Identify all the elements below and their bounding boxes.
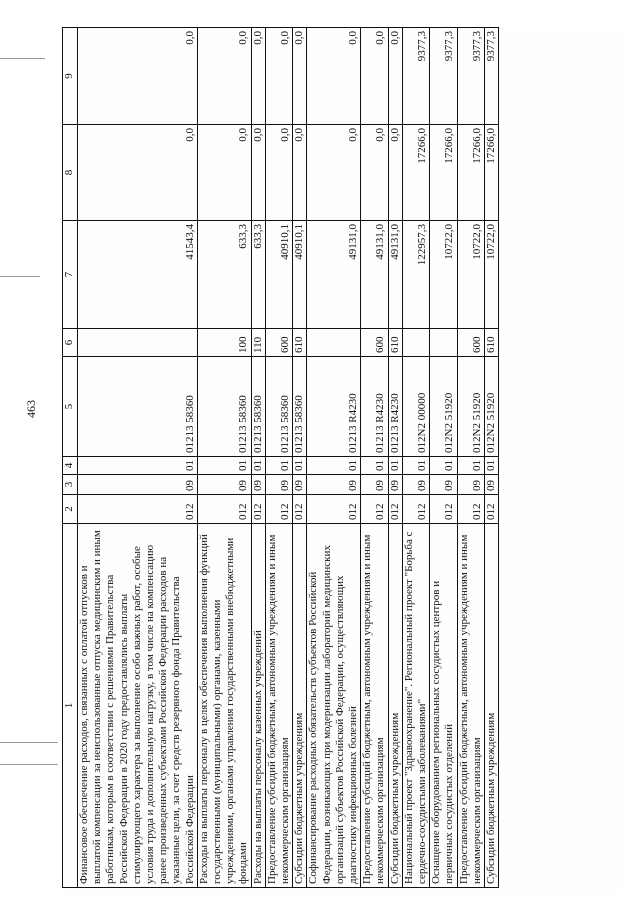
cell-target-article: 01213 R4230 <box>388 357 402 457</box>
header-cell: 1 <box>63 524 78 888</box>
cell-amount-col8: 0,0 <box>307 125 361 221</box>
cell-amount-col9: 0,0 <box>197 28 251 125</box>
cell-expense-type <box>307 329 361 357</box>
cell-amount-col8: 17266,0 <box>485 125 499 221</box>
budget-table <box>62 27 499 888</box>
cell-subsection: 01 <box>307 457 361 475</box>
table-row <box>265 28 292 888</box>
cell-amount-col7: 633,3 <box>197 221 251 329</box>
row-name: Субсидии бюджетным учреждениям <box>388 524 402 888</box>
cell-subsection: 01 <box>78 457 198 475</box>
table-row <box>388 28 402 888</box>
cell-amount-col8: 0,0 <box>361 125 388 221</box>
cell-section: 09 <box>265 475 292 495</box>
table-row <box>307 28 361 888</box>
cell-section: 09 <box>485 475 499 495</box>
row-name: Национальный проект "Здравоохранение". Региональный проект "Борьба с сердечно-сосудистыми заболеваниями" <box>402 524 429 888</box>
cell-amount-col7: 10722,0 <box>485 221 499 329</box>
cell-ministry: 012 <box>307 495 361 524</box>
cell-target-article: 01213 R4230 <box>361 357 388 457</box>
cell-subsection: 01 <box>361 457 388 475</box>
scan-mark <box>0 742 58 743</box>
table-row <box>485 28 499 888</box>
cell-target-article: 01213 R4230 <box>307 357 361 457</box>
cell-subsection: 01 <box>457 457 484 475</box>
cell-amount-col7: 10722,0 <box>430 221 457 329</box>
table-header-row <box>63 28 78 888</box>
cell-amount-col9: 9377,3 <box>457 28 484 125</box>
scan-mark <box>0 764 58 765</box>
cell-amount-col8: 0,0 <box>78 125 198 221</box>
cell-ministry: 012 <box>361 495 388 524</box>
cell-subsection: 01 <box>293 457 307 475</box>
cell-amount-col9: 0,0 <box>251 28 265 125</box>
table-row <box>457 28 484 888</box>
cell-ministry: 012 <box>430 495 457 524</box>
cell-amount-col8: 0,0 <box>265 125 292 221</box>
cell-target-article: 012N2 00000 <box>402 357 429 457</box>
rotated-budget-table-wrapper <box>62 28 622 888</box>
cell-section: 09 <box>430 475 457 495</box>
cell-amount-col8: 17266,0 <box>457 125 484 221</box>
cell-expense-type <box>430 329 457 357</box>
table-row <box>78 28 198 888</box>
cell-expense-type: 610 <box>485 329 499 357</box>
header-cell: 3 <box>63 475 78 495</box>
cell-subsection: 01 <box>251 457 265 475</box>
cell-amount-col9: 0,0 <box>307 28 361 125</box>
row-name: Субсидии бюджетным учреждениям <box>293 524 307 888</box>
cell-expense-type: 610 <box>293 329 307 357</box>
row-name: Расходы на выплаты персоналу казенных учреждений <box>251 524 265 888</box>
cell-amount-col7: 633,3 <box>251 221 265 329</box>
table-row <box>251 28 265 888</box>
cell-target-article: 01213 58360 <box>251 357 265 457</box>
cell-ministry: 012 <box>251 495 265 524</box>
cell-amount-col8: 17266,0 <box>402 125 429 221</box>
row-name: Предоставление субсидий бюджетным, автономным учреждениям и иным некоммерческим организациям <box>457 524 484 888</box>
cell-amount-col9: 9377,3 <box>430 28 457 125</box>
scan-mark <box>0 58 45 59</box>
cell-subsection: 01 <box>388 457 402 475</box>
cell-subsection: 01 <box>430 457 457 475</box>
cell-ministry: 012 <box>265 495 292 524</box>
cell-amount-col9: 9377,3 <box>402 28 429 125</box>
cell-section: 09 <box>197 475 251 495</box>
cell-amount-col7: 122957,3 <box>402 221 429 329</box>
header-cell: 7 <box>63 221 78 329</box>
cell-target-article: 012N2 51920 <box>485 357 499 457</box>
cell-expense-type: 600 <box>457 329 484 357</box>
cell-amount-col9: 0,0 <box>388 28 402 125</box>
cell-expense-type: 100 <box>197 329 251 357</box>
table-row <box>402 28 429 888</box>
cell-expense-type: 610 <box>388 329 402 357</box>
cell-target-article: 01213 58360 <box>265 357 292 457</box>
cell-expense-type: 600 <box>265 329 292 357</box>
cell-section: 09 <box>388 475 402 495</box>
cell-amount-col7: 49131,0 <box>388 221 402 329</box>
cell-amount-col7: 49131,0 <box>307 221 361 329</box>
row-name: Расходы на выплаты персоналу в целях обеспечения выполнения функций государственными (муниципальными) органами, казенными учреждениями, органами управления государственными внебюджетными фондами <box>197 524 251 888</box>
header-cell: 2 <box>63 495 78 524</box>
cell-ministry: 012 <box>293 495 307 524</box>
cell-amount-col7: 49131,0 <box>361 221 388 329</box>
cell-amount-col9: 0,0 <box>361 28 388 125</box>
cell-amount-col7: 40910,1 <box>293 221 307 329</box>
header-cell: 8 <box>63 125 78 221</box>
cell-amount-col9: 0,0 <box>293 28 307 125</box>
table-row <box>293 28 307 888</box>
cell-amount-col9: 9377,3 <box>485 28 499 125</box>
cell-section: 09 <box>251 475 265 495</box>
cell-section: 09 <box>361 475 388 495</box>
cell-expense-type <box>402 329 429 357</box>
cell-amount-col8: 0,0 <box>197 125 251 221</box>
table-row <box>430 28 457 888</box>
cell-amount-col9: 0,0 <box>78 28 198 125</box>
cell-amount-col7: 10722,0 <box>457 221 484 329</box>
header-cell: 6 <box>63 329 78 357</box>
cell-amount-col8: 0,0 <box>293 125 307 221</box>
cell-section: 09 <box>293 475 307 495</box>
cell-subsection: 01 <box>197 457 251 475</box>
cell-target-article: 012N2 51920 <box>430 357 457 457</box>
page-number: 463 <box>24 400 38 418</box>
table-row <box>197 28 251 888</box>
cell-subsection: 01 <box>265 457 292 475</box>
cell-ministry: 012 <box>402 495 429 524</box>
cell-ministry: 012 <box>78 495 198 524</box>
row-name: Софинансирование расходных обязательств субъектов Российской Федерации, возникающих при модернизации лабораторий медицинских организаций субъектов Российской Федерации, осуществляющих диагностику инфекционных болезней <box>307 524 361 888</box>
cell-ministry: 012 <box>197 495 251 524</box>
cell-section: 09 <box>402 475 429 495</box>
cell-subsection: 01 <box>485 457 499 475</box>
cell-expense-type <box>78 329 198 357</box>
cell-amount-col7: 41543,4 <box>78 221 198 329</box>
cell-expense-type: 600 <box>361 329 388 357</box>
cell-amount-col8: 0,0 <box>251 125 265 221</box>
row-name: Оснащение оборудованием региональных сосудистых центров и первичных сосудистых отделений <box>430 524 457 888</box>
header-cell: 4 <box>63 457 78 475</box>
cell-section: 09 <box>457 475 484 495</box>
header-cell: 5 <box>63 357 78 457</box>
row-name: Финансовое обеспечение расходов, связанных с оплатой отпусков и выплатой компенсации за неиспользованные отпуска медицинским и иным работникам, которым в соответствии с решениями Правительства Российской Федерации в 2020 году предоставлялись выплаты стимулирующего характера за выполнение особо важных работ, особые условия труда и дополнительную нагрузку, в том числе на компенсацию ранее произведенных субъектами Российской Федерации расходов на указанные цели, за счет средств резервного фонда Правительства Российской Федерации <box>78 524 198 888</box>
cell-target-article: 01213 58360 <box>197 357 251 457</box>
cell-expense-type: 110 <box>251 329 265 357</box>
cell-section: 09 <box>307 475 361 495</box>
scan-mark <box>0 276 40 277</box>
cell-ministry: 012 <box>457 495 484 524</box>
cell-subsection: 01 <box>402 457 429 475</box>
table-row <box>361 28 388 888</box>
cell-amount-col8: 0,0 <box>388 125 402 221</box>
cell-target-article: 01213 58360 <box>293 357 307 457</box>
row-name: Предоставление субсидий бюджетным, автономным учреждениям и иным некоммерческим организациям <box>361 524 388 888</box>
cell-amount-col9: 0,0 <box>265 28 292 125</box>
cell-section: 09 <box>78 475 198 495</box>
cell-amount-col8: 17266,0 <box>430 125 457 221</box>
cell-target-article: 012N2 51920 <box>457 357 484 457</box>
cell-ministry: 012 <box>388 495 402 524</box>
cell-amount-col7: 40910,1 <box>265 221 292 329</box>
cell-target-article: 01213 58360 <box>78 357 198 457</box>
row-name: Предоставление субсидий бюджетным, автономным учреждениям и иным некоммерческим организациям <box>265 524 292 888</box>
row-name: Субсидии бюджетным учреждениям <box>485 524 499 888</box>
cell-ministry: 012 <box>485 495 499 524</box>
header-cell: 9 <box>63 28 78 125</box>
